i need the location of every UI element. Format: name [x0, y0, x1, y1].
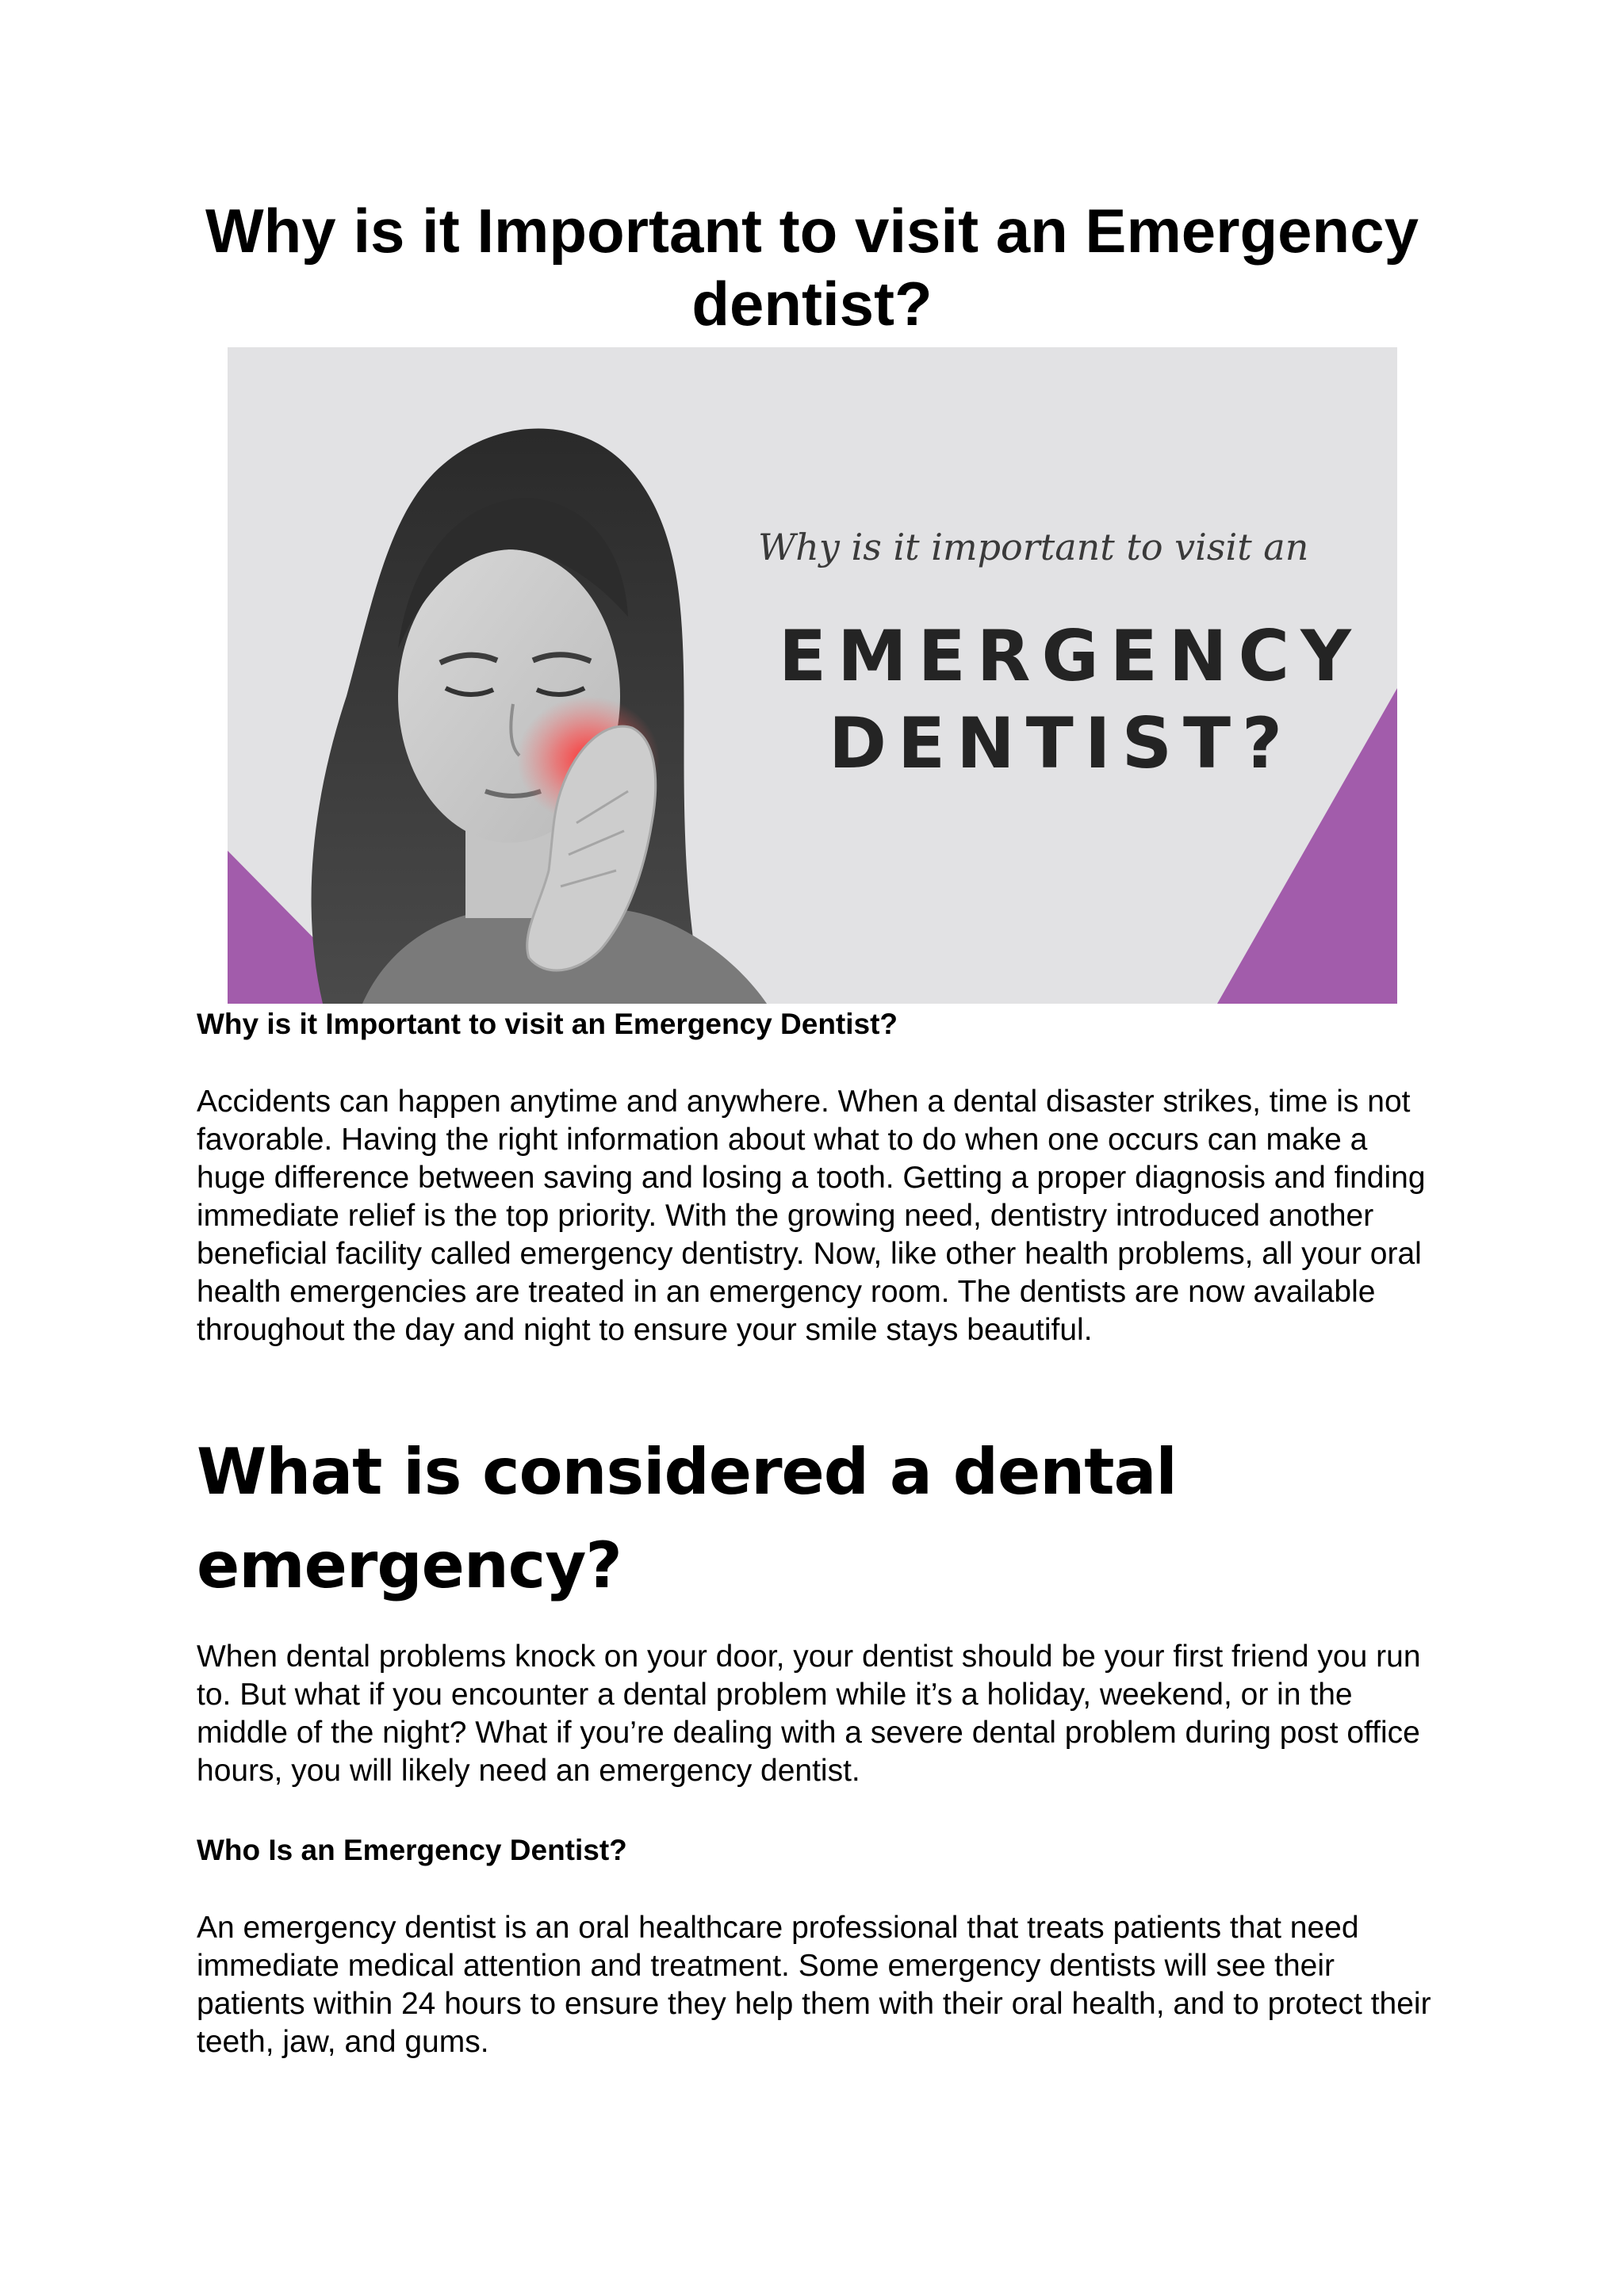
section-3-paragraph: An emergency dentist is an oral healthcare professional that treats patients that need immediate medical attention and treatment. Some emergency dentists will see their patients within 24 hours to ensure they help them with their oral health, and to protect their teeth, jaw, and gums. [197, 1911, 1431, 2059]
section-2-heading: What is considered a dental emergency? [197, 1435, 1177, 1602]
hero-image [228, 347, 1397, 1004]
section-3-heading: Who Is an Emergency Dentist? [197, 1834, 627, 1866]
document-title: Why is it Important to visit an Emergency dentist? [205, 196, 1419, 339]
hero-caption-line-1: Why is it important to visit an [758, 526, 1309, 568]
hero-caption-line-3: DENTIST? [829, 702, 1294, 784]
hero-caption-line-2: EMERGENCY [779, 615, 1362, 697]
section-1-paragraph: Accidents can happen anytime and anywhere. When a dental disaster strikes, time is not favorable. Having the right information about what to do when one occurs can make a huge difference between saving and losing a tooth. Getting a proper diagnosis and finding immediate relief is the top priority. With the growing need, dentistry introduced another beneficial facility called emergency dentistry. Now, like other health problems, all your oral health emergencies are treated in an emergency room. The dentists are now available throughout the day and night to ensure your smile stays beautiful. [197, 1085, 1426, 1347]
section-2-paragraph: When dental problems knock on your door, your dentist should be your first friend you run to. But what if you encounter a dental problem while it’s a holiday, weekend, or in the middle of the night? What if you’re dealing with a severe dental problem during post office hours, you will likely need an emergency dentist. [197, 1640, 1421, 1788]
section-1-heading: Why is it Important to visit an Emergency Dentist? [197, 1008, 898, 1040]
